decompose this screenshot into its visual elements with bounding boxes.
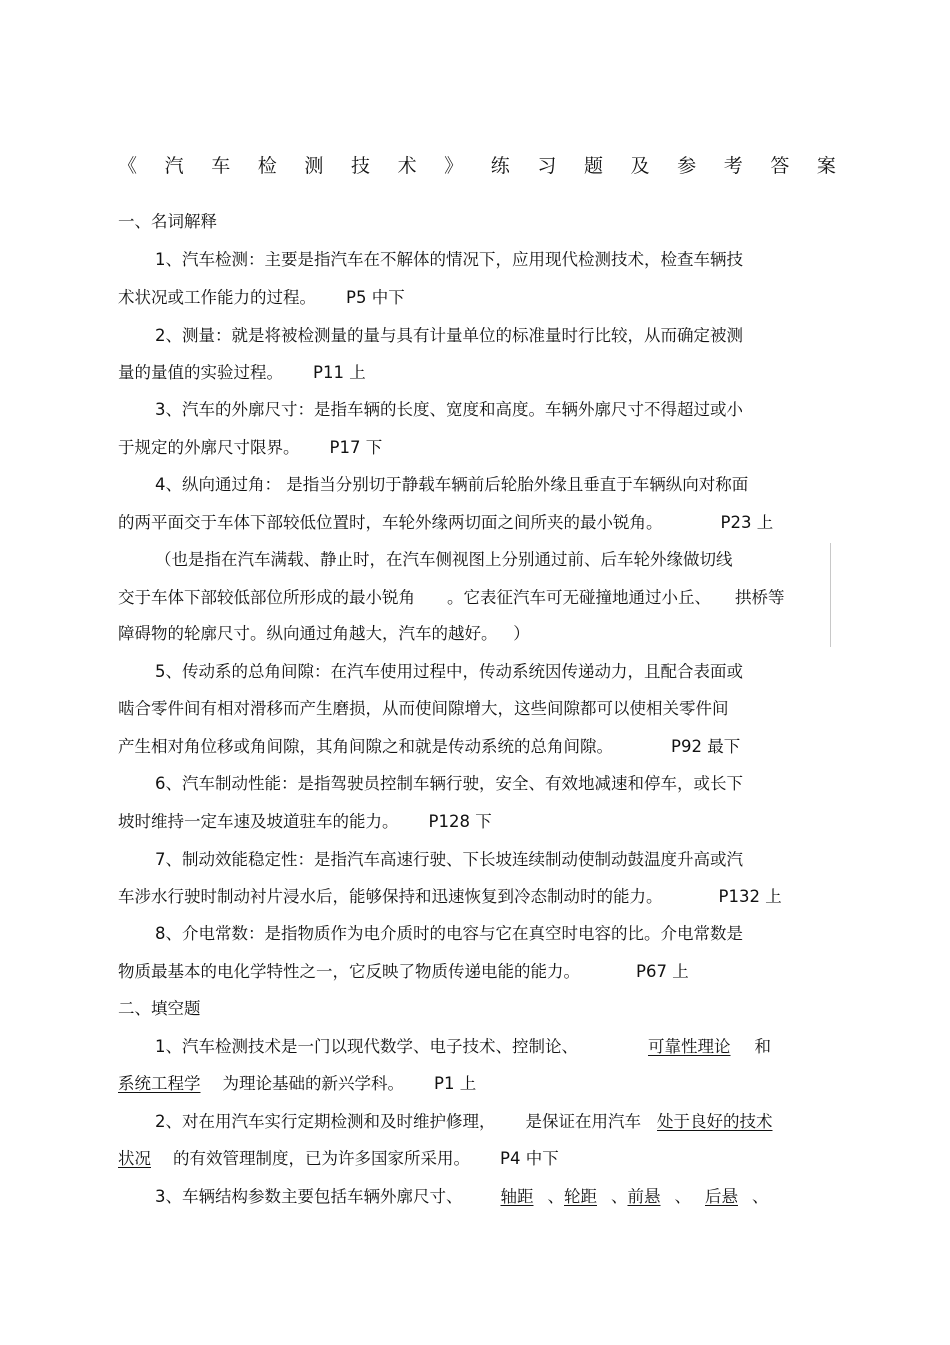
title-char: 练 bbox=[490, 155, 510, 177]
fill-2-line-2: 状况 的有效管理制度，已为许多国家所采用。 P4 中下 bbox=[118, 1149, 559, 1168]
definition-5-line-1: 5、传动系的总角间隙：在汽车使用过程中，传动系统因传递动力，且配合表面或 bbox=[155, 662, 743, 681]
fill-1-line-2: 系统工程学 为理论基础的新兴学科。 P1 上 bbox=[118, 1074, 477, 1093]
blank-answer: 系统工程学 bbox=[118, 1074, 201, 1093]
definition-4-line-1: 4、纵向通过角： 是指当分别切于静载车辆前后轮胎外缘且垂直于车辆纵向对称面 bbox=[155, 475, 749, 494]
section-heading-definitions: 一、名词解释 bbox=[118, 212, 217, 231]
definition-5-line-2: 啮合零件间有相对滑移而产生磨损，从而使间隙增大，这些间隙都可以使相关零件间 bbox=[118, 699, 729, 718]
blank-answer: 可靠性理论 bbox=[648, 1037, 731, 1056]
blank-answer: 后悬 bbox=[705, 1187, 738, 1206]
definition-4-note-line-3: 障碍物的轮廓尺寸。纵向通过角越大，汽车的越好。 ） bbox=[118, 624, 530, 643]
definition-2-line-1: 2、测量：就是将被检测量的量与具有计量单位的标准量时行比较，从而确定被测 bbox=[155, 326, 743, 345]
title-char: 汽 bbox=[164, 155, 184, 177]
title-char: 及 bbox=[630, 155, 650, 177]
definition-7-line-2: 车涉水行驶时制动衬片浸水后，能够保持和迅速恢复到冷态制动时的能力。 P132 上 bbox=[118, 887, 782, 906]
definition-1-line-2: 术状况或工作能力的过程。 P5 中下 bbox=[118, 288, 405, 307]
title-char: 车 bbox=[211, 155, 231, 177]
blank-answer: 处于良好的技术 bbox=[657, 1112, 773, 1131]
definition-3-line-1: 3、汽车的外廓尺寸：是指车辆的长度、宽度和高度。车辆外廓尺寸不得超过或小 bbox=[155, 400, 743, 419]
blank-answer: 轴距 bbox=[500, 1187, 534, 1206]
definition-8-line-2: 物质最基本的电化学特性之一，它反映了物质传递电能的能力。 P67 上 bbox=[118, 962, 689, 981]
title-char: 检 bbox=[257, 155, 277, 177]
fill-1-line-1: 1、汽车检测技术是一门以现代数学、电子技术、控制论、 可靠性理论 和 bbox=[155, 1037, 771, 1056]
page-title bbox=[118, 152, 836, 180]
title-char: 考 bbox=[723, 155, 743, 177]
title-char: 答 bbox=[770, 155, 790, 177]
definition-3-line-2: 于规定的外廓尺寸限界。 P17 下 bbox=[118, 438, 383, 457]
definition-4-line-2: 的两平面交于车体下部较低位置时，车轮外缘两切面之间所夹的最小锐角。 P23 上 bbox=[118, 513, 774, 532]
definition-4-note-line-2: 交于车体下部较低部位所形成的最小锐角 。它表征汽车可无碰撞地通过小丘、 拱桥等 bbox=[118, 588, 785, 607]
title-char: 技 bbox=[350, 155, 370, 177]
title-char: 习 bbox=[537, 155, 557, 177]
title-char: 测 bbox=[304, 155, 324, 177]
title-char: 《 bbox=[118, 155, 138, 177]
title-char: 术 bbox=[397, 155, 417, 177]
definition-5-line-3: 产生相对角位移或角间隙，其角间隙之和就是传动系统的总角间隙。 P92 最下 bbox=[118, 737, 741, 756]
definition-6-line-2: 坡时维持一定车速及坡道驻车的能力。 P128 下 bbox=[118, 812, 492, 831]
definition-6-line-1: 6、汽车制动性能：是指驾驶员控制车辆行驶，安全、有效地减速和停车，或长下 bbox=[155, 774, 743, 793]
definition-1-line-1: 1、汽车检测：主要是指汽车在不解体的情况下，应用现代检测技术，检查车辆技 bbox=[155, 250, 743, 269]
fill-3-line-1: 3、车辆结构参数主要包括车辆外廓尺寸、 轴距 、轮距 、前悬 、 后悬 、 bbox=[155, 1187, 769, 1206]
fill-2-line-1: 2、对在用汽车实行定期检测和及时维护修理， 是保证在用汽车 处于良好的技术 bbox=[155, 1112, 773, 1131]
blank-answer: 轮距 bbox=[564, 1187, 597, 1206]
section-heading-fill-in: 二、填空题 bbox=[118, 999, 201, 1018]
title-char: 题 bbox=[583, 155, 603, 177]
definition-7-line-1: 7、制动效能稳定性：是指汽车高速行驶、下长坡连续制动使制动鼓温度升高或汽 bbox=[155, 850, 743, 869]
title-char: 》 bbox=[444, 155, 464, 177]
definition-8-line-1: 8、介电常数：是指物质作为电介质时的电容与它在真空时电容的比。介电常数是 bbox=[155, 924, 743, 943]
definition-2-line-2: 量的量值的实验过程。 P11 上 bbox=[118, 363, 366, 382]
title-char: 参 bbox=[677, 155, 697, 177]
title-char: 案 bbox=[816, 155, 836, 177]
blank-answer: 状况 bbox=[118, 1149, 151, 1168]
blank-answer: 前悬 bbox=[627, 1187, 661, 1206]
definition-4-note-line-1: （也是指在汽车满载、静止时，在汽车侧视图上分别通过前、后车轮外缘做切线 bbox=[155, 550, 733, 569]
